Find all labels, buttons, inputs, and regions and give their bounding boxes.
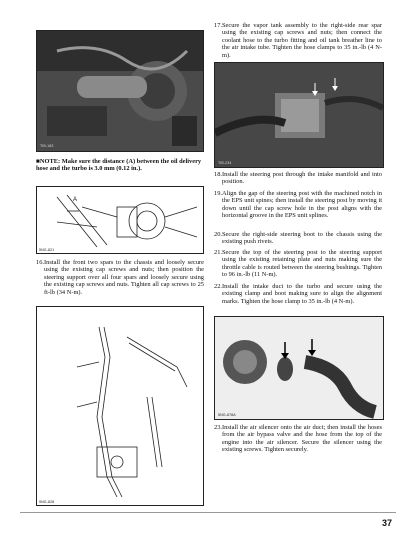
intake-duct-photo-art: [215, 317, 383, 419]
spars-diagram-art: [37, 307, 203, 505]
step-number: 23.: [214, 424, 222, 431]
step-text: Install the front two spars to the chassis and loosely secure using the existing cap screws and nuts; then position the steering support over all four spars and loosely secure using the existing cap screws and nuts. Tighten all cap screws to 25 ft-lb (34 N-m).: [44, 259, 204, 296]
step-23: [214, 424, 382, 454]
engine-photo-1: [36, 30, 204, 152]
step-16: [36, 259, 204, 296]
callout-a-label: A: [73, 197, 78, 203]
footer-rule: [20, 512, 396, 513]
step-number: 18.: [214, 171, 222, 178]
step-number: 19.: [214, 190, 222, 197]
spars-diagram: [36, 306, 204, 506]
step-text: Secure the right-side steering boot to the chassis using the existing push rivets.: [222, 231, 382, 246]
note-text: [36, 158, 204, 173]
figure-code: 5NG-878A: [218, 413, 236, 417]
figure-code: TIB-183: [40, 144, 54, 148]
step-number: 20.: [214, 231, 222, 238]
step-text: Install the air silencer onto the air duct; then install the hoses from the air bypass valve and the hose from the top of the engine into the air silencer. Secure the silencer using the existing screws. Tighten securely.: [222, 424, 382, 454]
step-19: [214, 190, 382, 220]
step-22: [214, 283, 382, 305]
turbo-diagram: [36, 186, 204, 254]
engine-photo-2-art: [215, 63, 383, 167]
step-17: [214, 22, 382, 59]
step-number: 22.: [214, 283, 222, 290]
step-text: Install the intake duct to the turbo and secure using the existing clamp and boot making sure to align the alignment marks. Tighten the hose clamp to 35 in.-lb (4 N-m).: [222, 283, 382, 305]
step-21: [214, 249, 382, 279]
step-number: 17.: [214, 22, 222, 29]
figure-code: 5NG-828: [39, 500, 55, 504]
figure-code: 5NG-821: [39, 248, 55, 252]
note-marker-icon: ■: [36, 158, 40, 165]
step-18: [214, 171, 382, 186]
step-text: Align the gap of the steering post with the machined notch in the EPS unit spines; then install the steering post by moving it down until the cap screw hole in the post aligns with the horizontal groove in the EPS unit splines.: [222, 190, 382, 220]
step-number: 21.: [214, 249, 222, 256]
step-text: Secure the vapor tank assembly to the right-side rear spar using the existing cap screws and nuts; then connect the coolant hose to the turbo fitting and oil tank breather line to the air intake tube. Tighten the hose clamps to 35 in.-lb (4 N-m).: [222, 22, 382, 59]
turbo-diagram-art: [37, 187, 203, 253]
engine-photo-2: [214, 62, 384, 168]
step-20: [214, 231, 382, 246]
engine-photo-1-art: [37, 31, 203, 151]
step-text: Secure the top of the steering post to the steering support using the existing retaining plate and nuts making sure the throttle cable is routed between the steering bushings. Tighten to 96 in.-lb (11 N-m).: [222, 249, 382, 279]
page-number: 37: [381, 518, 392, 528]
intake-duct-photo: [214, 316, 384, 420]
step-text: Install the steering post through the intake manifold and into position.: [222, 171, 382, 186]
figure-code: TIB-234: [218, 161, 232, 165]
step-number: 16.: [36, 259, 44, 266]
note-body: NOTE: Make sure the distance (A) between the oil delivery hose and the turbo is 3.0 mm (0.12 in.).: [36, 158, 202, 173]
